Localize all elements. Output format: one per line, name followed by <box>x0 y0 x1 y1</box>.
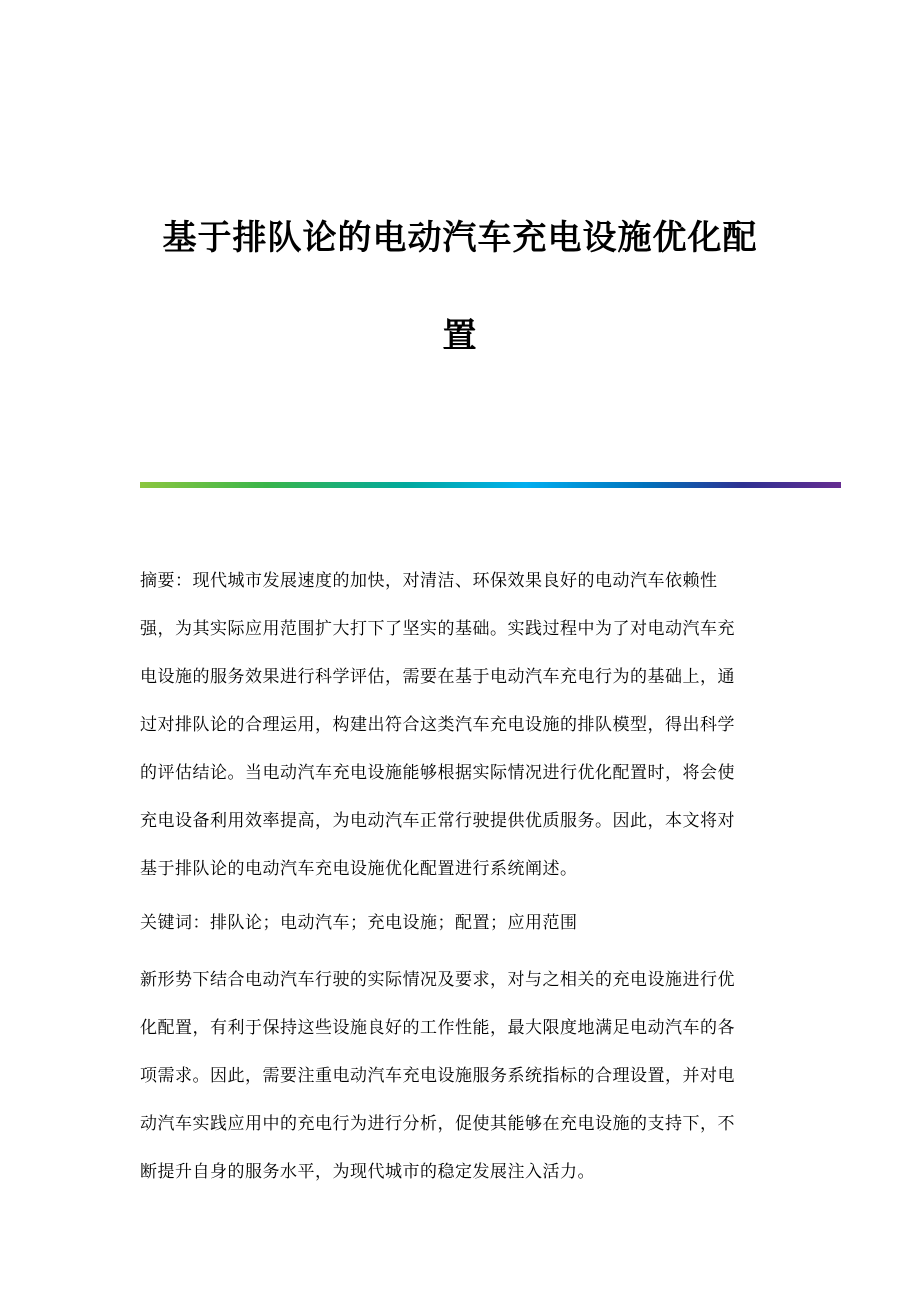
keywords-paragraph <box>140 899 770 947</box>
abstract-line: 摘要：现代城市发展速度的加快，对清洁、环保效果良好的电动汽车依赖性 <box>140 571 718 591</box>
intro-paragraph <box>140 956 770 1196</box>
abstract-line: 强，为其实际应用范围扩大打下了坚实的基础。实践过程中为了对电动汽车充 <box>140 619 735 639</box>
abstract-line: 电设施的服务效果进行科学评估，需要在基于电动汽车充电行为的基础上，通 <box>140 667 735 687</box>
title-divider <box>140 482 841 488</box>
abstract-line: 过对排队论的合理运用，构建出符合这类汽车充电设施的排队模型，得出科学 <box>140 715 735 735</box>
abstract-line: 的评估结论。当电动汽车充电设施能够根据实际情况进行优化配置时，将会使 <box>140 763 735 783</box>
intro-line: 新形势下结合电动汽车行驶的实际情况及要求，对与之相关的充电设施进行优 <box>140 970 735 990</box>
keywords-line: 关键词：排队论；电动汽车；充电设施；配置；应用范围 <box>140 913 578 933</box>
abstract-line: 基于排队论的电动汽车充电设施优化配置进行系统阐述。 <box>140 859 578 879</box>
intro-line: 断提升自身的服务水平，为现代城市的稳定发展注入活力。 <box>140 1162 595 1182</box>
abstract-line: 充电设备利用效率提高，为电动汽车正常行驶提供优质服务。因此，本文将对 <box>140 811 735 831</box>
intro-line: 项需求。因此，需要注重电动汽车充电设施服务系统指标的合理设置，并对电 <box>140 1066 735 1086</box>
intro-line: 动汽车实践应用中的充电行为进行分析，促使其能够在充电设施的支持下，不 <box>140 1114 735 1134</box>
document-title-line-1: 基于排队论的电动汽车充电设施优化配 <box>162 218 758 258</box>
abstract-paragraph <box>140 557 770 893</box>
document-title-line-2: 置 <box>442 316 478 356</box>
intro-line: 化配置，有利于保持这些设施良好的工作性能，最大限度地满足电动汽车的各 <box>140 1018 735 1038</box>
